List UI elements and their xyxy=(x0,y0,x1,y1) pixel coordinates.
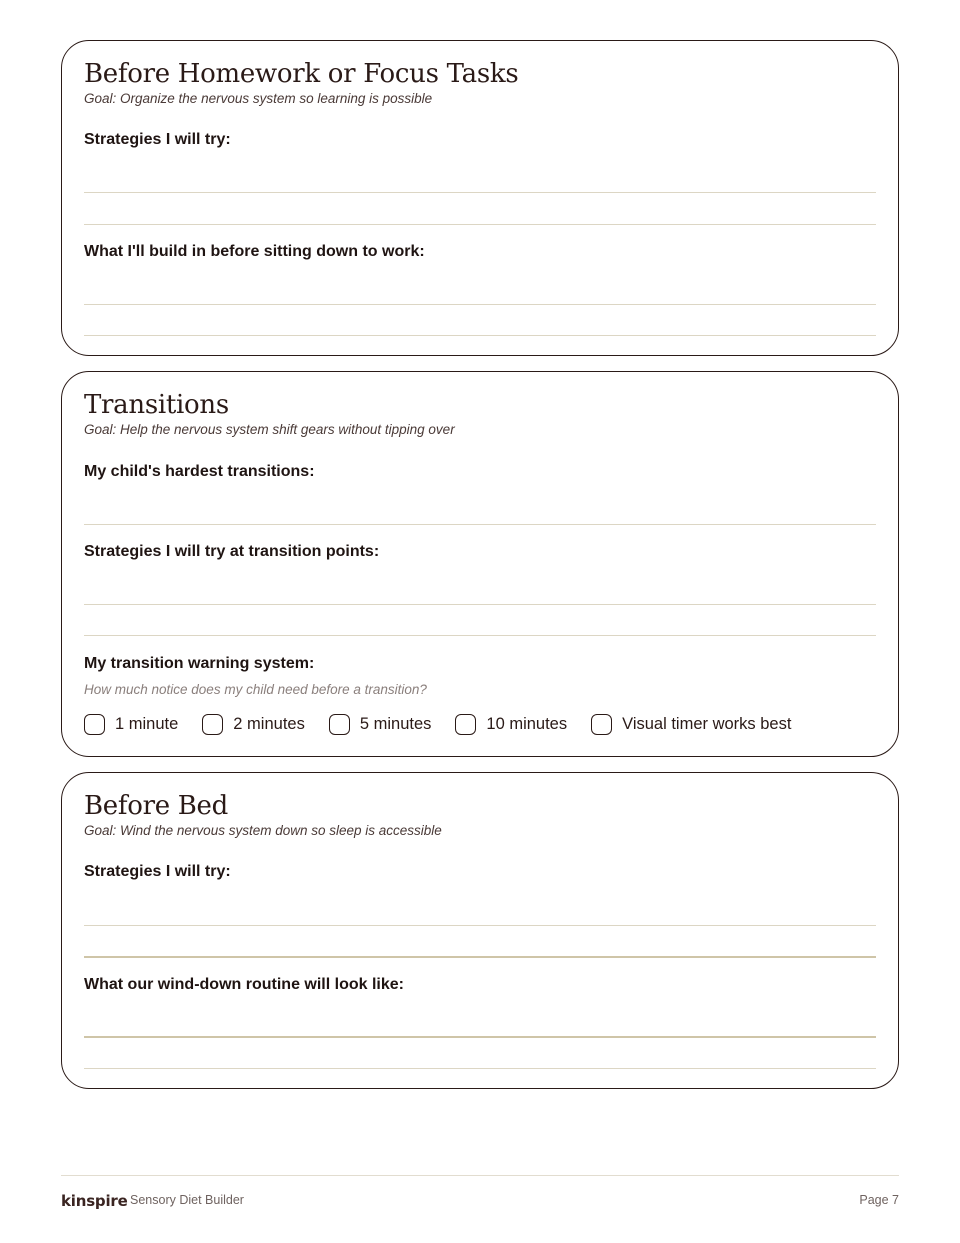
checkbox-1-minute[interactable] xyxy=(84,714,105,735)
winddown-line-1[interactable] xyxy=(84,1036,876,1038)
option-label: Visual timer works best xyxy=(622,715,792,733)
winddown-line-2[interactable] xyxy=(84,1068,876,1069)
document-name: Sensory Diet Builder xyxy=(130,1193,244,1207)
option-2-minutes[interactable] xyxy=(202,714,305,735)
option-10-minutes[interactable] xyxy=(455,714,567,735)
warning-question: How much notice does my child need before a transition? xyxy=(84,682,427,697)
checkbox-5-minutes[interactable] xyxy=(329,714,350,735)
bed-strategies-line-1[interactable] xyxy=(84,925,876,926)
transitions-section xyxy=(61,371,899,757)
option-label: 5 minutes xyxy=(359,715,432,733)
homework-title: Before Homework or Focus Tasks xyxy=(84,59,519,89)
transition-strategies-line-1[interactable] xyxy=(84,604,876,605)
option-label: 1 minute xyxy=(115,715,179,733)
footer-divider xyxy=(61,1175,899,1176)
checkbox-visual-timer[interactable] xyxy=(591,714,612,735)
homework-buildin-line-1[interactable] xyxy=(84,304,876,305)
hardest-transitions-line[interactable] xyxy=(84,524,876,525)
option-visual-timer[interactable] xyxy=(591,714,791,735)
option-1-minute[interactable] xyxy=(84,714,178,735)
transition-strategies-label: Strategies I will try at transition points: xyxy=(84,543,380,560)
checkbox-10-minutes[interactable] xyxy=(455,714,476,735)
checkbox-2-minutes[interactable] xyxy=(202,714,223,735)
bed-strategies-label: Strategies I will try: xyxy=(84,863,231,880)
notice-options xyxy=(84,714,815,735)
homework-buildin-label: What I'll build in before sitting down to work: xyxy=(84,243,425,260)
bed-strategies-line-2[interactable] xyxy=(84,956,876,958)
brand-logo: kinspire xyxy=(61,1192,128,1210)
homework-strategies-line-2[interactable] xyxy=(84,224,876,225)
winddown-label: What our wind-down routine will look like: xyxy=(84,976,404,993)
option-label: 10 minutes xyxy=(486,715,568,733)
homework-strategies-label: Strategies I will try: xyxy=(84,131,231,148)
transition-strategies-line-2[interactable] xyxy=(84,635,876,636)
bed-goal: Goal: Wind the nervous system down so sleep is accessible xyxy=(84,823,442,838)
homework-buildin-line-2[interactable] xyxy=(84,335,876,336)
hardest-transitions-label: My child's hardest transitions: xyxy=(84,463,315,480)
transitions-goal: Goal: Help the nervous system shift gears without tipping over xyxy=(84,422,455,437)
option-5-minutes[interactable] xyxy=(329,714,432,735)
warning-system-label: My transition warning system: xyxy=(84,655,315,672)
homework-section xyxy=(61,40,899,356)
page-number: Page 7 xyxy=(859,1193,899,1207)
homework-goal: Goal: Organize the nervous system so learning is possible xyxy=(84,91,433,106)
bed-section xyxy=(61,772,899,1089)
transitions-title: Transitions xyxy=(84,390,229,420)
homework-strategies-line-1[interactable] xyxy=(84,192,876,193)
bed-title: Before Bed xyxy=(84,791,228,821)
option-label: 2 minutes xyxy=(233,715,305,733)
